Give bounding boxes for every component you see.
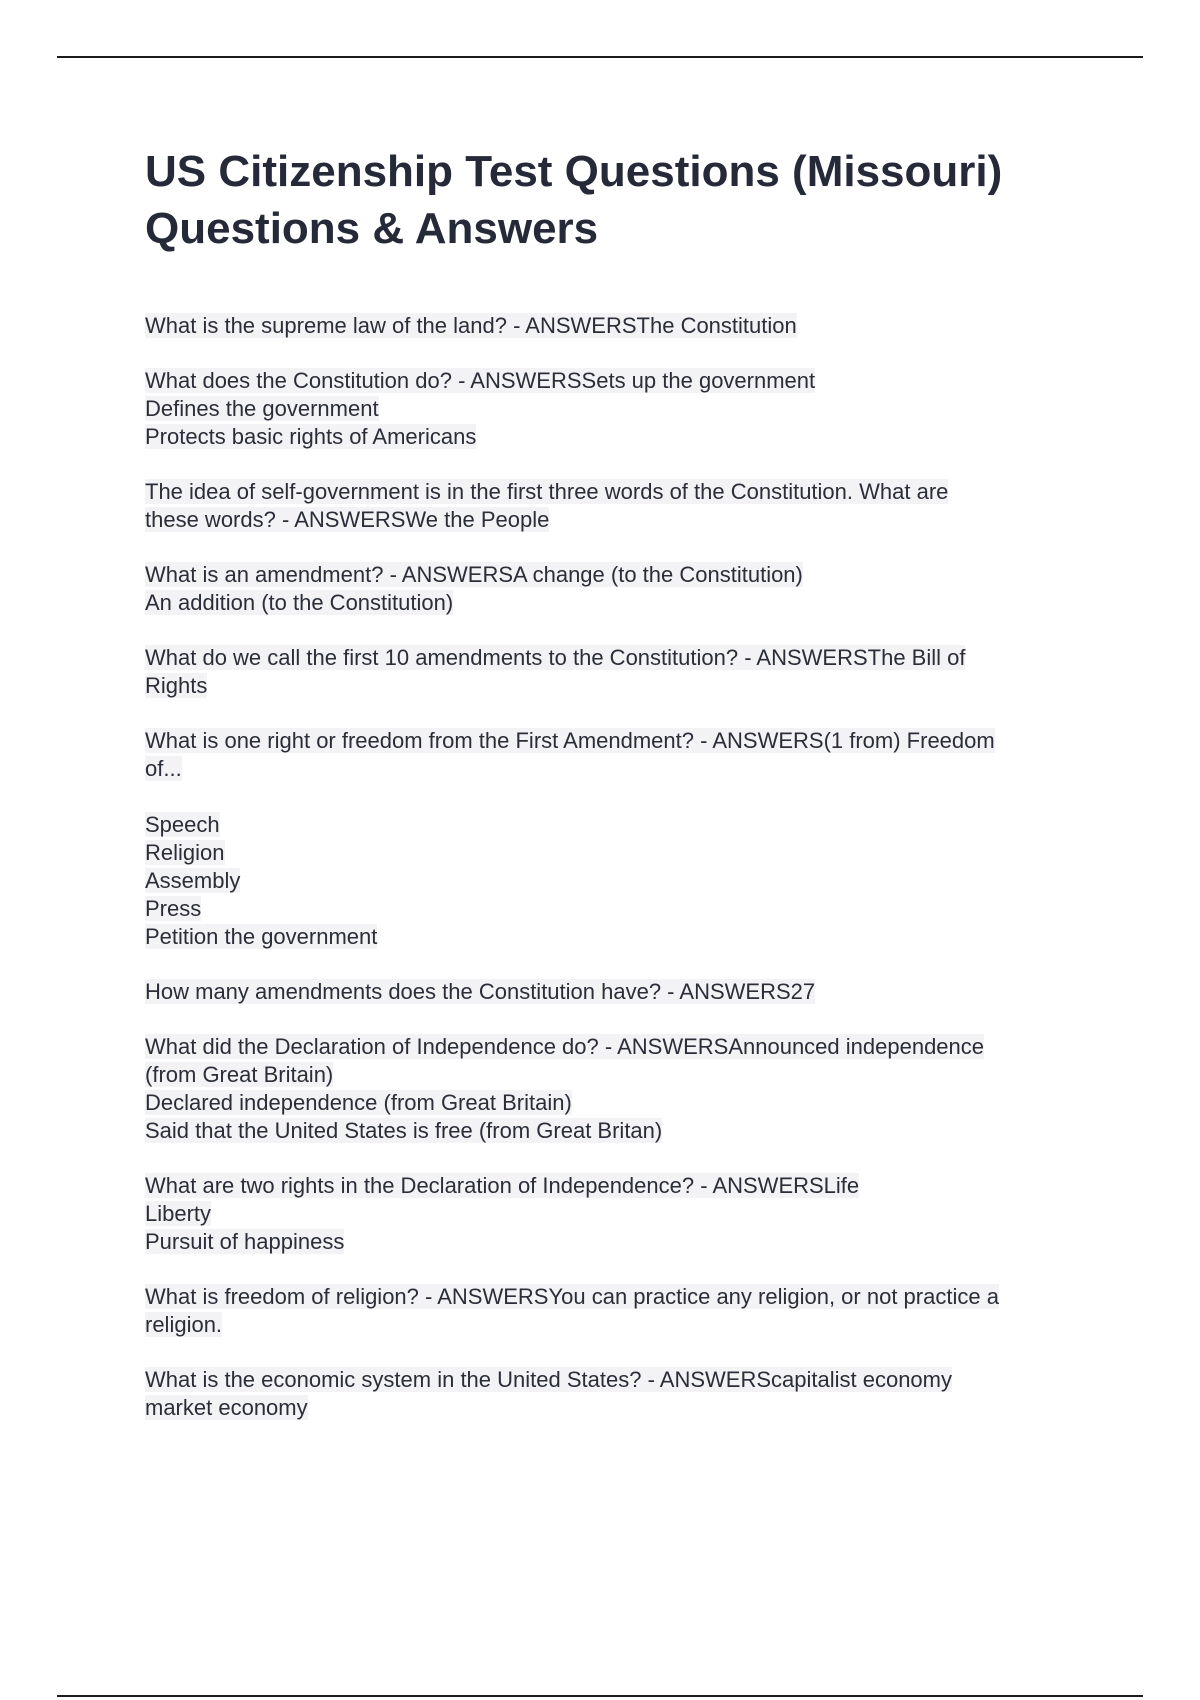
question-text-cont: Rights	[145, 673, 208, 698]
answer-line: Said that the United States is free (from Great Britan)	[145, 1118, 663, 1143]
answer-line: Press	[145, 896, 202, 921]
answer-line: Defines the government	[145, 396, 379, 421]
question-text: What did the Declaration of Independence do? - ANSWERSAnnounced independence	[145, 1034, 985, 1059]
qa-item	[145, 478, 1095, 534]
qa-item	[145, 727, 1095, 951]
top-divider	[57, 56, 1143, 58]
qa-item	[145, 367, 1095, 451]
answer-line: Religion	[145, 840, 225, 865]
blank-line	[145, 783, 1095, 811]
qa-item	[145, 312, 1095, 340]
question-text-cont: religion.	[145, 1312, 223, 1337]
page-title	[145, 143, 1105, 257]
qa-item	[145, 978, 1095, 1006]
title-line-2: Questions & Answers	[145, 204, 599, 253]
question-text-cont: market economy	[145, 1395, 308, 1420]
answer-line: Protects basic rights of Americans	[145, 424, 477, 449]
answer-line: Speech	[145, 812, 220, 837]
qa-item	[145, 644, 1095, 700]
question-text-cont: of...	[145, 756, 182, 781]
question-text: What is freedom of religion? - ANSWERSYou can practice any religion, or not practice a	[145, 1284, 999, 1309]
question-text: What does the Constitution do? - ANSWERSSets up the government	[145, 368, 816, 393]
question-text: What is the supreme law of the land? - ANSWERSThe Constitution	[145, 313, 797, 338]
qa-item	[145, 1033, 1095, 1145]
answer-line: Pursuit of happiness	[145, 1229, 345, 1254]
answer-line: Petition the government	[145, 924, 378, 949]
qa-item	[145, 1366, 1095, 1422]
qa-item	[145, 1172, 1095, 1256]
question-text: What is an amendment? - ANSWERSA change (to the Constitution)	[145, 562, 803, 587]
qa-item	[145, 1283, 1095, 1339]
answer-line: An addition (to the Constitution)	[145, 590, 454, 615]
qa-item	[145, 561, 1095, 617]
answer-line: Liberty	[145, 1201, 212, 1226]
question-text-cont: (from Great Britain)	[145, 1062, 334, 1087]
qa-list	[145, 312, 1095, 1449]
question-text: The idea of self-government is in the first three words of the Constitution. What are	[145, 479, 949, 504]
title-line-1: US Citizenship Test Questions (Missouri)	[145, 147, 1003, 196]
answer-line: Declared independence (from Great Britain)	[145, 1090, 572, 1115]
question-text: How many amendments does the Constitution have? - ANSWERS27	[145, 979, 816, 1004]
answer-line: Assembly	[145, 868, 241, 893]
question-text: What are two rights in the Declaration of Independence? - ANSWERSLife	[145, 1173, 860, 1198]
question-text: What do we call the first 10 amendments to the Constitution? - ANSWERSThe Bill of	[145, 645, 966, 670]
question-text: What is the economic system in the United States? - ANSWERScapitalist economy	[145, 1367, 952, 1392]
question-text-cont: these words? - ANSWERSWe the People	[145, 507, 550, 532]
bottom-divider	[57, 1695, 1143, 1697]
question-text: What is one right or freedom from the First Amendment? - ANSWERS(1 from) Freedom	[145, 728, 995, 753]
